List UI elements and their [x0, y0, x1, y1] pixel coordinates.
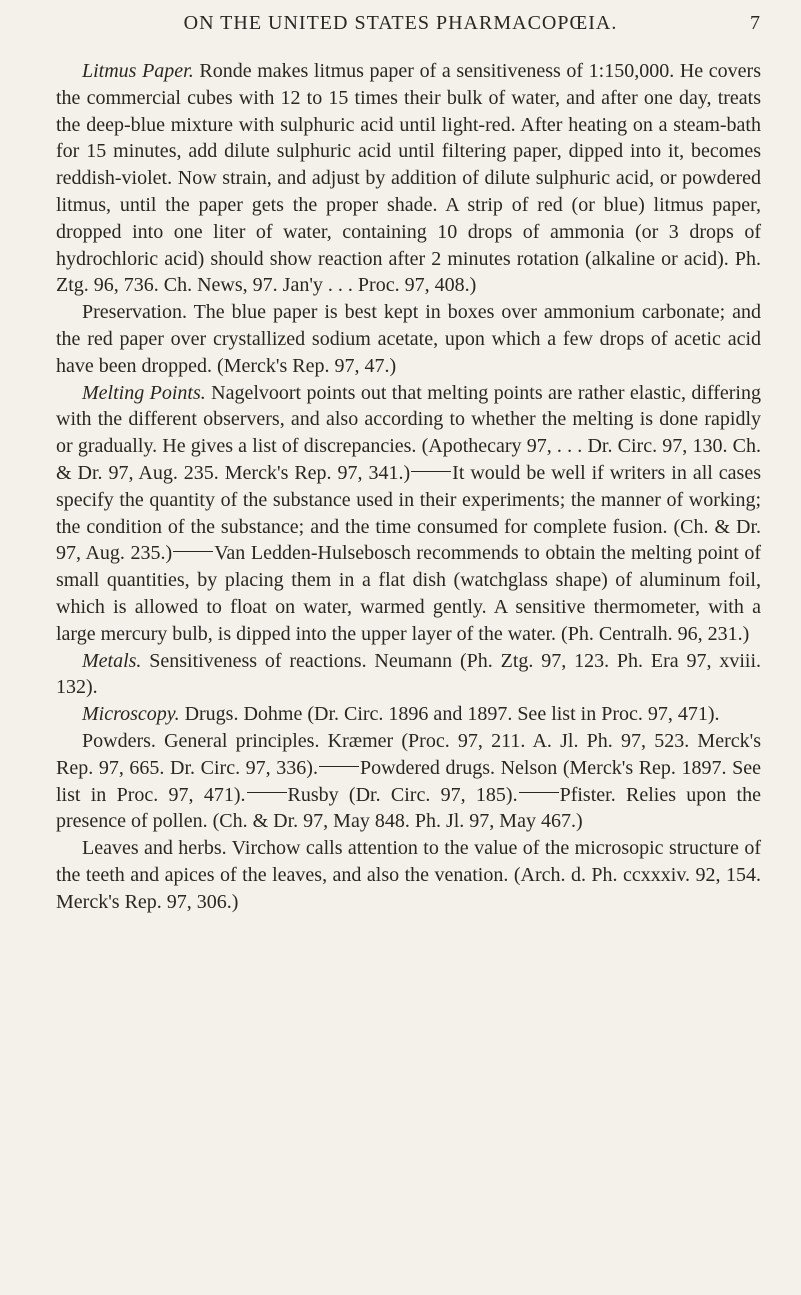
paragraph-text: Rusby (Dr. Circ. 97, 185). [287, 783, 518, 806]
paragraph-metals [56, 648, 761, 702]
paragraph-litmus-paper [56, 58, 761, 299]
paragraph-text: Pfister. Relies upon the presence of pollen. (Ch. & Dr. 97, May 848. Ph. Jl. 97, May 467.) [56, 783, 761, 833]
page-number: 7 [750, 12, 761, 34]
paragraph-text: Leaves and herbs. Virchow calls attention to the value of the microsopic structure of the teeth and apices of the leaves, and also the venation. (Arch. d. Ph. ccxxxiv. 92, 154. Merck's Rep. 97, 306.) [56, 837, 761, 913]
paragraph-text: Powdered drugs. Nelson (Merck's Rep. 1897. See list in Proc. 97, 471). [56, 756, 762, 806]
paragraph-text: Sensitiveness of reactions. Neumann (Ph. Ztg. 97, 123. Ph. Era 97, xviii. 132). [56, 649, 761, 699]
paragraph-microscopy [56, 701, 761, 728]
paragraph-leaves-herbs [56, 835, 761, 915]
topic-heading: Litmus Paper. [82, 60, 194, 82]
paragraph-text: Nagelvoort points out that melting points are rather elastic, differing with the different observers, and also according to whether the melting is done rapidly or gradually. He gives a list of discrepancies. (Apothecary 97, . . . Dr. Circ. 97, 130. Ch. & Dr. 97, Aug. 235. Merck's Rep. 97, 341.) [56, 381, 761, 484]
paragraph-text: It would be well if writers in all cases specify the quantity of the substance used in their experiments; the manner of working; the condition of the substance; and the time consumed for complete fusion. (Ch. & Dr. 97, Aug. 235.) [56, 461, 762, 565]
body-text [56, 58, 761, 916]
paragraph-text: Van Ledden-Hulsebosch recommends to obtain the melting point of small quantities, by placing them in a flat dish (watchglass shape) of aluminum foil, which is allowed to float on water, warmed gently. A sensitive thermometer, with a large mercury bulb, is dipped into the upper layer of the water. (Ph. Centralh. 96, 231.) [56, 542, 761, 645]
paragraph-text: Preservation. The blue paper is best kept in boxes over ammonium carbonate; and the red paper over crystallized sodium acetate, upon which a few drops of acetic acid have been dropped. (Merck's Rep. 97, 47.) [56, 301, 761, 377]
paragraph-text: Ronde makes litmus paper of a sensitiveness of 1:150,000. He covers the commercial cubes with 12 to 15 times their bulk of water, and after one day, treats the deep-blue mixture with sulphuric acid until light-red. After heating on a steam-bath for 15 minutes, add dilute sulphuric acid until filtering paper, dipped into it, becomes reddish-violet. Now strain, and adjust by addition of dilute sulphuric acid, or powdered litmus, until the paper gets the proper shade. A strip of red (or blue) litmus paper, dropped into one liter of water, containing 10 drops of ammonia (or 3 drops of hydrochloric acid) should show reaction after 2 minutes rotation (alkaline or acid). Ph. Ztg. 96, 736. Ch. News, 97. Jan'y . . . Proc. 97, 408.) [56, 60, 761, 297]
paragraph-powders [56, 728, 761, 835]
paragraph-melting-points [56, 380, 761, 648]
em-dash-rule [519, 792, 559, 793]
topic-heading: Microscopy. [82, 703, 180, 726]
em-dash-rule [411, 471, 451, 472]
topic-heading: Metals. [82, 649, 142, 672]
paragraph-text: Drugs. Dohme (Dr. Circ. 1896 and 1897. See list in Proc. 97, 471). [179, 703, 720, 726]
paragraph-text: Powders. General principles. Kræmer (Proc. 97, 211. A. Jl. Ph. 97, 523. Merck's Rep. 97, 665. Dr. Circ. 97, 336). [56, 729, 761, 779]
em-dash-rule [173, 551, 213, 552]
em-dash-rule [247, 792, 287, 793]
running-title: ON THE UNITED STATES PHARMACOPŒIA. [183, 12, 618, 34]
topic-heading: Melting Points. [82, 381, 206, 404]
em-dash-rule [319, 766, 359, 767]
paragraph-preservation [56, 299, 761, 379]
